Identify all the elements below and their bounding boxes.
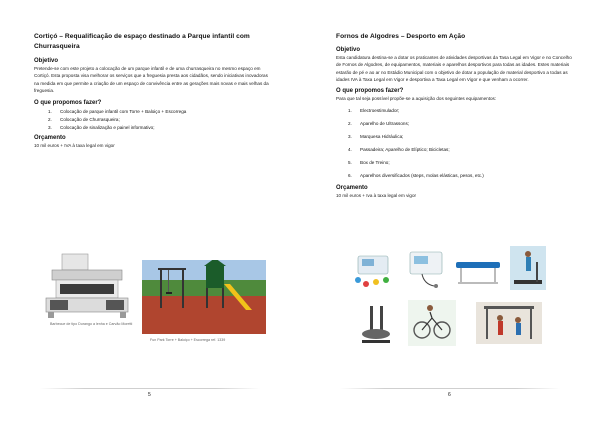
right-objective-heading: Objetivo <box>336 47 361 53</box>
playground-image <box>142 260 266 334</box>
list-item: 5. Box de Treino; <box>348 160 390 166</box>
training-box-image <box>476 302 542 344</box>
right-text-block <box>336 32 572 199</box>
list-item: 1. Electroestimulador; <box>348 108 400 114</box>
right-budget-heading: Orçamento <box>336 185 368 192</box>
list-item: 2. Colocação de Churrasqueira; <box>48 116 120 122</box>
left-title: Cortiçó – Requalificação de espaço destinado a Parque infantil com Churrasqueira <box>34 33 250 50</box>
footer-rule <box>40 388 260 389</box>
right-proposal-list <box>348 104 572 182</box>
right-objective-text: Esta candidatura destina-se a dotar os praticantes de atividades desportivas da Tasa Legal em Vigor e no Concelho de Fornos de Algodres, de equipamentos, materiais e aparelhos desportivos para todas as idades. Estes materiais estarão de pé e ao ar no Estádio Municipal com o objetivo de dotar a população de material desportivo a todas as idades IVA à Taxa Legal em Vigor e desportiva a Taxa Legal em Vigor e que venham a ocorrer. <box>336 55 572 83</box>
playground-caption: Fun Park Torre + Baloiço + Escorrega ref. 1339 <box>150 338 226 342</box>
right-title: Fornos de Algodres – Desporto em Ação <box>336 33 466 40</box>
elliptical-image <box>356 302 396 346</box>
left-objective-text: Pretende-se com este projeto a colocação de um parque infantil e de uma churrasqueira no mesmo espaço em Cortiçó. Esta proposta visa melhorar os serviços que a freguesia presta aos cidadãos, sendo iniciativas inovadoras na medida em que permite a criação de um espaço de convivência entre as gerações mais novas e mais velhas da freguesia. <box>34 66 269 94</box>
page-number: 6 <box>448 392 451 398</box>
list-item: 3. Colocação de sinalização e painel informativo; <box>48 124 155 130</box>
hydraulic-table-image <box>452 252 504 290</box>
left-budget-heading: Orçamento <box>34 134 66 141</box>
left-budget-text: 10 mil euros + IVA à taxa legal em vigor <box>34 142 115 148</box>
list-item: 3. Marquesa Hidráulica; <box>348 134 404 140</box>
electrostimulator-image <box>352 250 396 290</box>
ultrasound-device-image <box>402 248 448 290</box>
right-proposal-intro: Para que tal seja possível propõe-se a aquisição dos seguintes equipamentos: <box>336 95 497 101</box>
left-proposal-list <box>48 108 270 132</box>
footer-rule <box>340 388 560 389</box>
bicycles-image <box>408 300 456 346</box>
list-item: 6. Aparelhos diversificados (steps, molas elásticas, pesos, etc.) <box>348 173 484 179</box>
left-proposal-heading: O que propomos fazer? <box>34 99 102 106</box>
right-proposal-heading: O que propomos fazer? <box>336 87 404 94</box>
left-text-block <box>34 32 270 149</box>
list-item: 4. Passadeira; Aparelho de Elíptico; Bicicletas; <box>348 147 450 153</box>
treadmill-image <box>510 246 546 290</box>
list-item: 1. Colocação de parque infantil com Torre + Baloiço + Escorrega <box>48 108 187 114</box>
page-number: 5 <box>148 392 151 398</box>
left-objective-heading: Objetivo <box>34 58 59 64</box>
list-item: 2. Aparelho de Ultrassons; <box>348 121 410 127</box>
right-page <box>300 0 600 424</box>
right-budget-text: 10 mil euros + Iva à taxa legal em vigor <box>336 193 417 199</box>
barbecue-caption: Barbecue de tipo Durango a lenha e Carvão Moretti <box>50 322 133 326</box>
